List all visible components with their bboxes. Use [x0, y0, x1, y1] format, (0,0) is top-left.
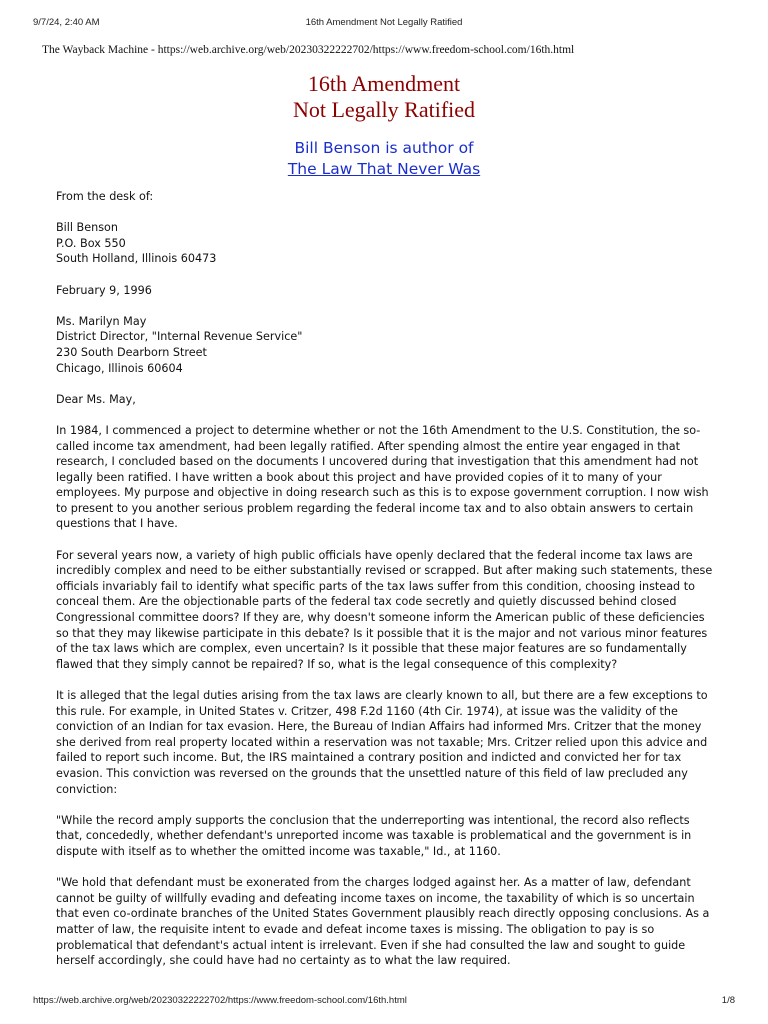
salutation: Dear Ms. May,	[56, 392, 136, 406]
sender-po-box: P.O. Box 550	[56, 236, 126, 250]
author-block	[0, 138, 768, 180]
sender-address	[56, 220, 716, 267]
print-page-title: 16th Amendment Not Legally Ratified	[305, 17, 463, 28]
page-title-line-1: 16th Amendment	[307, 71, 461, 96]
print-footer-url: https://web.archive.org/web/20230322222702/https://www.freedom-school.com/16th.html	[33, 995, 407, 1006]
recipient-address	[56, 314, 716, 376]
recipient-city: Chicago, Illinois 60604	[56, 361, 183, 375]
quote-1: "While the record amply supports the conclusion that the underreporting was intentional, the record also reflects that, concededly, whether defendant's unreported income was taxable is problematical and the government is in dispute with itself as to whether the omitted income was taxable," Id., at 1160.	[56, 813, 692, 858]
sender-city: South Holland, Illinois 60473	[56, 252, 217, 266]
letter-date: February 9, 1996	[56, 283, 152, 297]
from-desk-line: From the desk of:	[56, 190, 154, 203]
page-title-line-2: Not Legally Ratified	[292, 97, 476, 122]
recipient-street: 230 South Dearborn Street	[56, 345, 207, 359]
recipient-title: District Director, "Internal Revenue Service"	[56, 330, 303, 344]
print-datetime: 9/7/24, 2:40 AM	[33, 17, 100, 28]
book-link[interactable]: The Law That Never Was	[287, 160, 481, 178]
print-header	[33, 17, 735, 31]
author-line: Bill Benson is author of	[294, 139, 474, 157]
paragraph-2: For several years now, a variety of high public officials have openly declared that the federal income tax laws are incredibly complex and need to be either substantially revised or scrapped. But after making such statements, these officials invariably fail to identify what specific parts of the tax laws suffer from this condition, choosing instead to conceal them. Are the objectionable parts of the federal tax code secretly and quietly discussed behind closed Congressional committee doors? If they are, why doesn't someone inform the American public of these deficiencies so that they may likewise participate in this debate? Is it possible that it is the major and not various minor features of the tax laws which are complex, even uncertain? Is it possible that these major features are so fundamentally flawed that they simply cannot be repaired? If so, what is the legal consequence of this complexity?	[56, 548, 713, 671]
wayback-banner: The Wayback Machine - https://web.archive.org/web/20230322222702/https://www.freedom-school.com/16th.html	[42, 44, 575, 56]
quote-2: "We hold that defendant must be exonerated from the charges lodged against her. As a matter of law, defendant cannot be guilty of willfully evading and defeating income taxes on income, the taxability of which is so uncertain that even co-ordinate branches of the United States Government plausibly reach directly opposing conclusions. As a matter of law, the requisite intent to evade and defeat income taxes is missing. The obligation to pay is so problematical that defendant's actual intent is irrelevant. Even if she had consulted the law and sought to guide herself accordingly, she could have had no certainty as to what the law required.	[56, 876, 710, 968]
recipient-name: Ms. Marilyn May	[56, 314, 147, 328]
letter-body	[56, 189, 716, 984]
page-number: 1/8	[721, 995, 735, 1006]
print-footer	[33, 995, 735, 1009]
page-title	[0, 71, 768, 123]
sender-name: Bill Benson	[56, 221, 118, 235]
paragraph-1: In 1984, I commenced a project to determine whether or not the 16th Amendment to the U.S. Constitution, the so-called income tax amendment, had been legally ratified. After spending almost the entire year engaged in that research, I concluded based on the documents I uncovered during that investigation that this amendment had not legally been ratified. I have written a book about this project and have provided copies of it to many of your employees. My purpose and objective in doing research such as this is to expose government corruption. I now wish to present to you another serious problem regarding the federal income tax and to also obtain answers to certain questions that I have.	[56, 423, 709, 531]
paragraph-3: It is alleged that the legal duties arising from the tax laws are clearly known to all, but there are a few exceptions to this rule. For example, in United States v. Critzer, 498 F.2d 1160 (4th Cir. 1974), at issue was the validity of the conviction of an Indian for tax evasion. Here, the Bureau of Indian Affairs had informed Mrs. Critzer that the money she derived from real property located within a reservation was not taxable; Mrs. Critzer relied upon this advice and failed to report such income. But, the IRS maintained a contrary position and indicted and convicted her for tax evasion. This conviction was reversed on the grounds that the unsettled nature of this field of law precluded any conviction:	[56, 689, 708, 796]
